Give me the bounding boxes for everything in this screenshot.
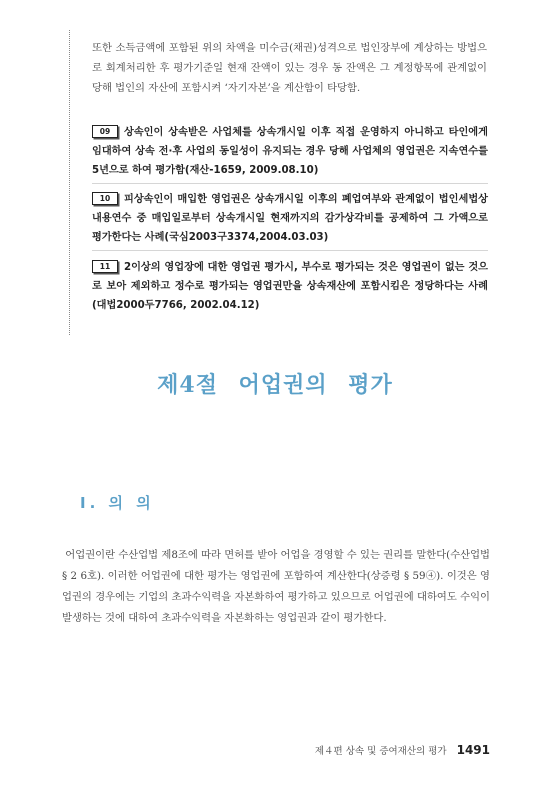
subheading: Ⅰ. 의 의 [80,494,155,512]
case-item-10 [92,190,488,247]
case-number-badge: 09 [92,125,118,138]
page-footer [300,743,490,757]
case-text: 피상속인이 매입한 영업권은 상속개시일 이후의 폐업여부와 관계없이 법인세법상 내용연수 중 매입일로부터 상속개시일 현재까지의 감가상각비를 공제하여 그 가액으로 평가한다는 사례(국심2003구3374,2004.03.03) [92,194,488,243]
footer-part-title: 제４편 상속 및 증여재산의 평가 [314,746,447,757]
case-divider [92,250,488,251]
body-paragraph [62,545,490,629]
section-title: 제4절 어업권의 평가 [157,372,393,398]
case-divider [92,183,488,184]
case-text: 상속인이 상속받은 사업체를 상속개시일 이후 직접 운영하지 아니하고 타인에게 임대하여 상속 전·후 사업의 동일성이 유지되는 경우 당해 사업체의 영업권은 지속연수를 5년으로 하여 평가함(재산-1659, 2009.08.10) [92,127,488,176]
intro-paragraph: 또한 소득금액에 포함된 위의 차액을 미수금(채권)성격으로 법인장부에 계상하는 방법으로 회계처리한 후 평가기준일 현재 잔액이 있는 경우 동 잔액은 그 계정항목에 관계없이 당해 법인의 자산에 포함시켜 ‘자기자본’을 계산함이 타당함. [92,42,487,94]
case-number-badge: 11 [92,260,118,273]
page-number: 1491 [456,743,490,757]
case-item-11 [92,258,488,315]
case-item-09 [92,123,488,180]
body-text: 어업권이란 수산업법 제8조에 따라 면허를 받아 어업을 경영할 수 있는 권리를 말한다(수산업법 § 2 6호). 이러한 어업권에 대한 평가는 영업권에 포함하여 계산한다(상증령 § 59④). 이것은 영업권의 경우에는 기업의 초과수익력을 자본화하여 평가하고 있으므로 어업권에 대하여도 수익이 발생하는 것에 대하여 초과수익력을 자본화하는 영업권과 같이 평가한다. [62,549,490,624]
case-text: 2이상의 영업장에 대한 영업권 평가시, 부수로 평가되는 것은 영업권이 없는 것으로 보아 제외하고 정수로 평가되는 영업권만을 상속재산에 포함시킴은 정당하다는 사례(대법2000두7766, 2002.04.12) [92,262,488,311]
case-number-badge: 10 [92,192,118,205]
